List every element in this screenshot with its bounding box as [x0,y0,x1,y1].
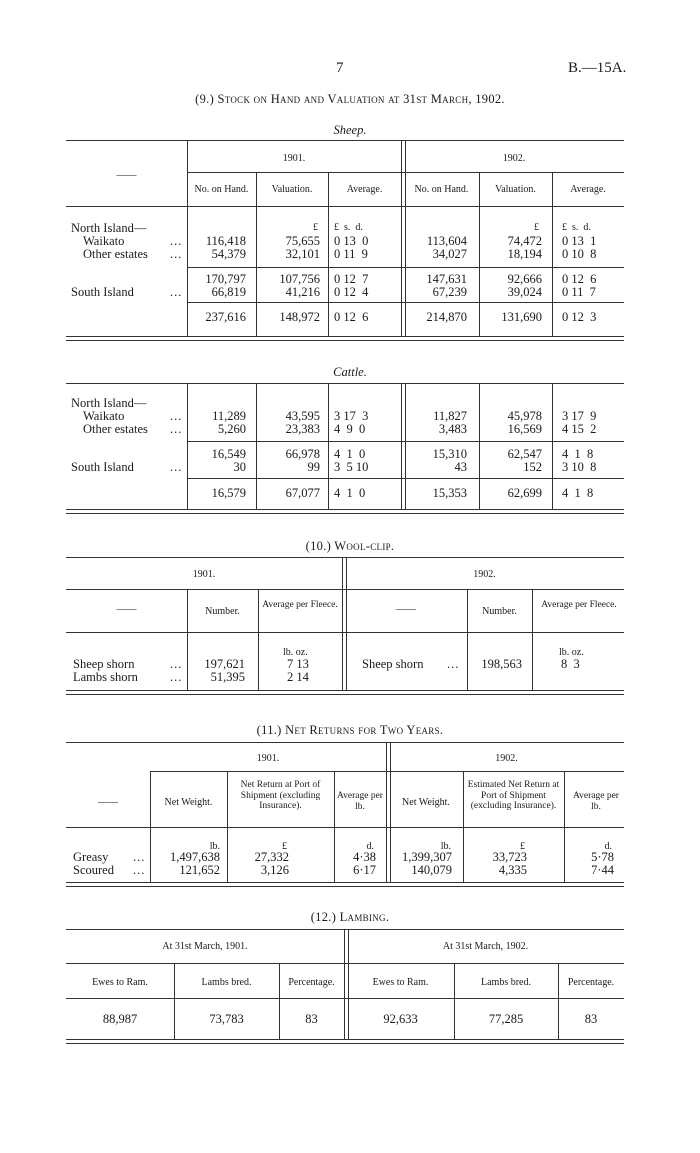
cell: 3,483 [438,422,467,436]
cell: 11,289 [212,409,246,423]
col-net-weight-1901: Net Weight. [164,797,213,808]
stub-dash: —— [396,604,416,615]
cell: 131,690 [501,310,542,324]
cell: 0 12 6 [334,310,369,324]
table-11-title: (11.) Net Returns for Two Years. [256,723,444,737]
col-average-per-fleece-1902: Average per Fleece. [541,600,617,610]
cell: 4 15 2 [562,422,597,436]
cell: 4 9 0 [334,422,366,436]
cell: 237,616 [205,310,246,324]
cell: 67,077 [285,486,320,500]
page-number: 7 [336,60,344,76]
cell: 73,783 [209,1012,244,1026]
cell: 6·17 [353,863,376,877]
cell: 16,579 [211,486,246,500]
cell: 8 3 [561,657,580,671]
leader-dots: ... [133,850,146,864]
cell: 66,819 [211,285,246,299]
stub-dash: —— [116,170,137,181]
col-estimated-net-return-1902: Estimated Net Return at Port of Shipment (excluding Insurance). [467,780,560,811]
row-label-north-island: North Island— [71,396,147,410]
stub-dash: —— [98,797,118,808]
leader-dots: ... [170,460,183,474]
unit-pound: £ [520,841,525,852]
cell: 15,310 [432,447,467,461]
unit-pound: £ [282,841,287,852]
col-ewes-to-ram-1902: Ewes to Ram. [372,977,429,988]
returns-1901-header: 1901. [256,753,280,764]
row-label-south-island: South Island [71,285,134,299]
leader-dots: ... [170,247,183,261]
cell: 27,332 [254,850,289,864]
cell: 0 12 3 [562,310,597,324]
col-no-on-hand-1902: No. on Hand. [414,184,469,195]
cell: 4 1 0 [334,486,366,500]
table-9-title: (9.) Stock on Hand and Valuation at 31st March, 1902. [195,92,505,106]
col-number-1902: Number. [482,606,517,617]
lambing-1901-header: At 31st March, 1901. [162,941,248,952]
cell: 45,978 [507,409,542,423]
cell: 214,870 [426,310,467,324]
cell: 11,827 [433,409,467,423]
cell: 15,353 [432,486,467,500]
cell: 5,260 [217,422,246,436]
leader-dots: ... [170,285,183,299]
unit-pound: £ [313,222,318,233]
cell: 3,126 [260,863,289,877]
cell: 198,563 [481,657,522,671]
col-net-return-1901: Net Return at Port of Shipment (excluding Insurance). [240,780,321,811]
cell: 92,633 [383,1012,418,1026]
cell: 62,699 [507,486,542,500]
cell: 99 [307,460,320,474]
unit-pound: £ [534,222,539,233]
cell: 92,666 [507,272,542,286]
leader-dots: ... [133,863,146,877]
cell: 7·44 [591,863,614,877]
col-average-per-lb-1902: Average per lb. [573,791,619,812]
cell: 4,335 [498,863,527,877]
cell: 3 17 9 [562,409,597,423]
col-valuation-1902: Valuation. [495,184,536,195]
col-average-per-fleece-1901: Average per Fleece. [262,600,338,610]
leader-dots: ... [447,657,460,671]
row-label-other-estates: Other estates [83,247,148,261]
col-average-per-lb-1901: Average per lb. [337,791,383,812]
row-label-waikato: Waikato [83,409,125,423]
unit-lb-oz: lb. oz. [283,647,308,658]
cell: 33,723 [492,850,527,864]
document-reference: B.—15A. [568,60,627,76]
wool-1901-header: 1901. [192,569,216,580]
unit-lsd: £ s. d. [334,222,363,233]
cell: 3 5 10 [334,460,369,474]
leader-dots: ... [170,422,183,436]
col-lambs-bred-1901: Lambs bred. [201,977,252,988]
cell: 121,652 [179,863,220,877]
cell: 197,621 [204,657,245,671]
unit-lb: lb. [209,841,220,852]
col-percentage-1902: Percentage. [567,977,615,988]
wool-1902-header: 1902. [473,569,496,580]
col-average-1901: Average. [346,184,383,195]
cell: 23,383 [285,422,320,436]
cell: 83 [305,1012,318,1026]
cell: 0 10 8 [562,247,597,261]
leader-dots: ... [170,657,183,671]
row-label-north-island: North Island— [71,221,147,235]
cell: 43,595 [285,409,320,423]
cell: 147,631 [426,272,467,286]
cell: 54,379 [211,247,246,261]
cell: 7 13 [287,657,309,671]
cell: 75,655 [285,234,320,248]
cell: 62,547 [507,447,542,461]
row-label-south-island: South Island [71,460,134,474]
col-average-1902: Average. [570,184,606,195]
cell: 39,024 [507,285,542,299]
cell: 4·38 [353,850,376,864]
cell: 41,216 [285,285,320,299]
returns-1902-header: 1902. [495,753,518,764]
leader-dots: ... [170,409,183,423]
cell: 1,399,307 [402,850,452,864]
leader-dots: ... [170,670,183,684]
cell: 0 13 1 [562,234,597,248]
cell: 77,285 [488,1012,524,1026]
col-no-on-hand-1901: No. on Hand. [194,184,249,195]
col-percentage-1901: Percentage. [288,977,335,988]
col-valuation-1901: Valuation. [271,184,313,195]
row-label-waikato: Waikato [83,234,125,248]
cell: 4 1 0 [334,447,366,461]
unit-lb: lb. [440,841,451,852]
cell: 67,239 [432,285,467,299]
sheep-subtitle: Sheep. [333,123,367,137]
cell: 3 17 3 [334,409,369,423]
unit-lsd: £ s. d. [562,222,591,233]
cell: 0 13 0 [334,234,369,248]
cell: 51,395 [210,670,245,684]
row-label-sheep-shorn: Sheep shorn [73,657,135,671]
cell: 4 1 8 [562,486,594,500]
row-label-scoured: Scoured [73,863,114,877]
cell: 0 11 7 [562,285,596,299]
cell: 1,497,638 [170,850,220,864]
cell: 30 [233,460,246,474]
cell: 0 12 7 [334,272,369,286]
cell: 148,972 [279,310,320,324]
cell: 43 [454,460,467,474]
cell: 74,472 [507,234,542,248]
col-net-weight-1902: Net Weight. [402,797,450,808]
cell: 3 10 8 [562,460,597,474]
leader-dots: ... [170,234,183,248]
cell: 116,418 [205,234,246,248]
cell: 88,987 [102,1012,138,1026]
cell: 16,569 [507,422,542,436]
cell: 0 12 4 [334,285,369,299]
cell: 2 14 [287,670,309,684]
table-10-title: (10.) Wool-clip. [305,539,395,553]
cell: 107,756 [279,272,320,286]
row-label-lambs-shorn: Lambs shorn [73,670,138,684]
cell: 32,101 [285,247,320,261]
unit-d: d. [366,841,374,852]
col-number-1901: Number. [205,606,240,617]
cell: 113,604 [426,234,467,248]
cell: 0 11 9 [334,247,368,261]
unit-lb-oz: lb. oz. [559,647,584,658]
lambing-1902-header: At 31st March, 1902. [442,941,529,952]
unit-d: d. [604,841,612,852]
row-label-other-estates: Other estates [83,422,148,436]
cattle-subtitle: Cattle. [333,365,367,379]
cell: 4 1 8 [562,447,594,461]
cell: 5·78 [591,850,614,864]
cell: 140,079 [411,863,452,877]
sheep-1901-header: 1901. [282,153,306,164]
row-label-greasy: Greasy [73,850,109,864]
cell: 170,797 [205,272,246,286]
row-label-sheep-shorn: Sheep shorn [362,657,424,671]
cell: 83 [584,1012,598,1026]
stub-dash: —— [116,604,137,615]
col-ewes-to-ram-1901: Ewes to Ram. [92,977,148,988]
cell: 18,194 [507,247,542,261]
sheep-1902-header: 1902. [502,153,526,164]
cell: 0 12 6 [562,272,597,286]
table-12-title: (12.) Lambing. [310,910,390,924]
cell: 34,027 [432,247,467,261]
cell: 152 [523,460,542,474]
cell: 16,549 [211,447,246,461]
cell: 66,978 [285,447,320,461]
col-lambs-bred-1902: Lambs bred. [481,977,531,988]
